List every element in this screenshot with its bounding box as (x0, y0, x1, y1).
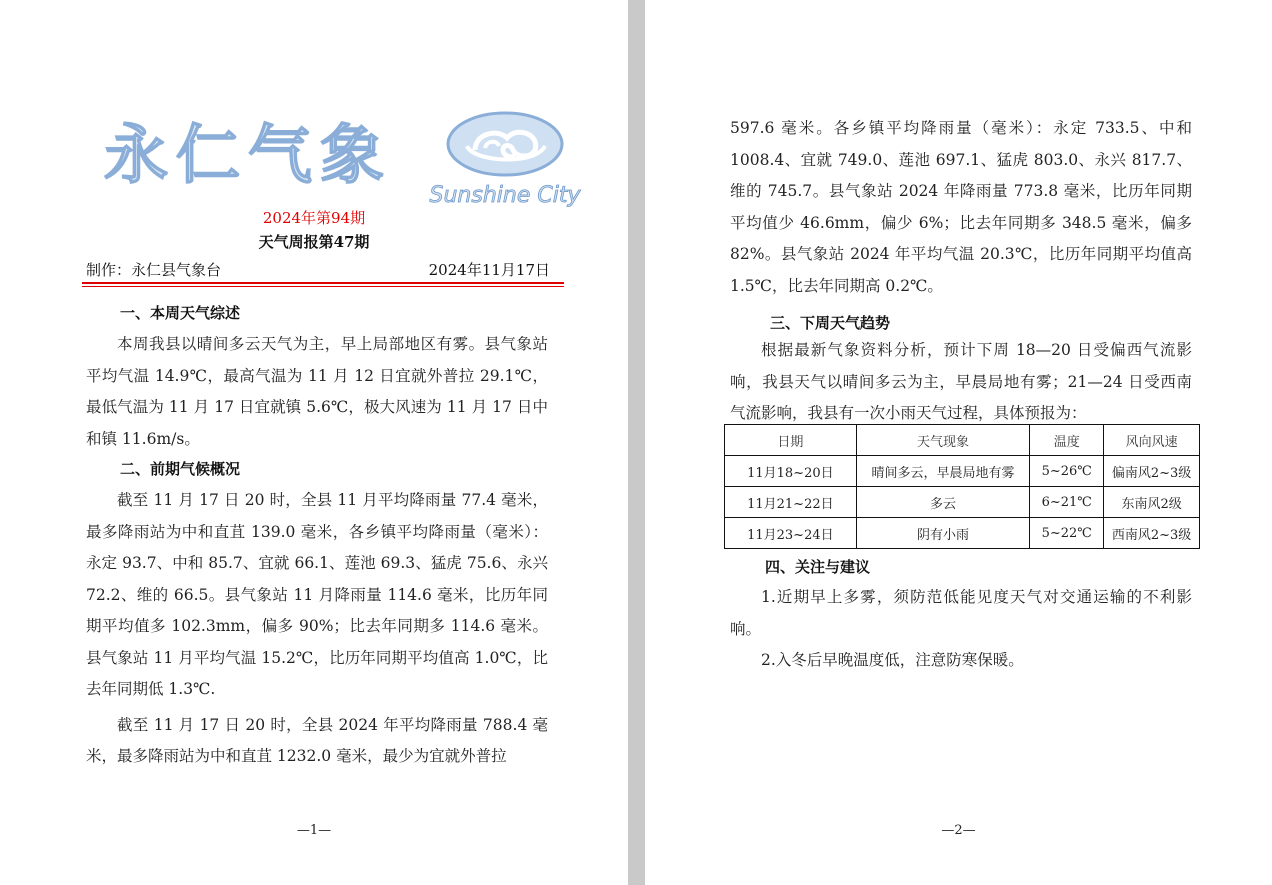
table-cell: 11月21~22日 (725, 487, 857, 518)
table-header-cell: 日期 (725, 425, 857, 456)
section-4-body (730, 582, 1192, 677)
section-3-heading: 三、下周天气趋势 (770, 314, 891, 332)
section-3-paragraph: 根据最新气象资料分析，预计下周 18—20 日受偏西气流影响，我县天气以晴间多云为主，早晨局地有雾；21—24 日受西南气流影响，我县有一次小雨天气过程，具体预报为： (730, 341, 1192, 422)
document-page-2 (645, 0, 1272, 885)
suggestion-item: 1.近期早上多雾，须防范低能见度天气对交通运输的不利影响。 (730, 588, 1192, 638)
section-1-body (86, 329, 548, 455)
section-1-paragraph: 本周我县以晴间多云天气为主，早上局部地区有雾。县气象站平均气温 14.9℃，最高气温为 11 月 12 日宜就外普拉 29.1℃，最低气温为 11 月 17 日宜就镇 5.6℃，极大风速为 11 月 17 日中和镇 11.6m/s。 (86, 335, 548, 448)
table-header-row (725, 425, 1200, 456)
table-row (725, 456, 1200, 487)
section-4-heading: 四、关注与建议 (765, 558, 871, 576)
cloud-emblem-icon (429, 112, 581, 212)
table-cell: 阴有小雨 (856, 518, 1030, 549)
table-header-cell: 天气现象 (856, 425, 1030, 456)
table-header-cell: 风向风速 (1104, 425, 1200, 456)
table-header-cell: 温度 (1030, 425, 1104, 456)
section-2-paragraph-1: 截至 11 月 17 日 20 时，全县 11 月平均降雨量 77.4 毫米，最多降雨站为中和直苴 139.0 毫米，各乡镇平均降雨量（毫米）：永定 93.7、中和 85.7、宜就 66.1、莲池 69.3、猛虎 75.6、永兴 72.2、维的 66.5。县气象站 11 月降雨量 114.6 毫米，比历年同期平均值多 102.3mm，偏多 90%；比去年同期多 114.6 毫米。县气象站 11 月平均气温 15.2℃，比历年同期平均值高 1.0℃，比去年同期低 1.3℃. (86, 491, 548, 698)
section-3-body (730, 335, 1192, 430)
weekly-report-number: 天气周报第47期 (258, 233, 370, 251)
logo-subtitle: Sunshine City (429, 183, 581, 208)
page-number: —2— (941, 823, 976, 838)
table-cell: 西南风2~3级 (1104, 518, 1200, 549)
table-cell: 11月23~24日 (725, 518, 857, 549)
header-divider (82, 282, 564, 284)
suggestion-item: 2.入冬后早晚温度低，注意防寒保暖。 (761, 651, 1024, 669)
producer-line: 制作：永仁县气象台 (86, 261, 222, 279)
forecast-table (724, 424, 1200, 549)
section-2-continuation (730, 113, 1192, 302)
table-cell: 晴间多云，早晨局地有雾 (856, 456, 1030, 487)
table-cell: 5~26℃ (1030, 456, 1104, 487)
table-cell: 东南风2级 (1104, 487, 1200, 518)
section-1-heading: 一、本周天气综述 (120, 304, 241, 322)
publish-date: 2024年11月17日 (428, 261, 550, 279)
document-page-1 (0, 0, 628, 885)
issue-number: 2024年第94期 (262, 209, 366, 227)
section-2-heading: 二、前期气候概况 (120, 460, 241, 478)
table-cell: 11月18~20日 (725, 456, 857, 487)
page-number: —1— (296, 823, 332, 838)
header-divider-thin (82, 286, 564, 287)
logo-title: 永仁气象 (104, 118, 392, 193)
masthead-logo (100, 112, 580, 212)
section-2-body (86, 485, 548, 773)
continuation-paragraph: 597.6 毫米。各乡镇平均降雨量（毫米）：永定 733.5、中和 1008.4、宜就 749.0、莲池 697.1、猛虎 803.0、永兴 817.7、维的 745.7。县气象站 2024 年降雨量 773.8 毫米，比历年同期平均值少 46.6mm，偏少 6%；比去年同期多 348.5 毫米，偏多 82%。县气象站 2024 年平均气温 20.3℃，比历年同期平均值高 1.5℃，比去年同期高 0.2℃。 (730, 119, 1192, 295)
table-row (725, 518, 1200, 549)
table-cell: 5~22℃ (1030, 518, 1104, 549)
table-cell: 多云 (856, 487, 1030, 518)
table-row (725, 487, 1200, 518)
table-cell: 6~21℃ (1030, 487, 1104, 518)
section-2-paragraph-2: 截至 11 月 17 日 20 时，全县 2024 年平均降雨量 788.4 毫米，最多降雨站为中和直苴 1232.0 毫米，最少为宜就外普拉 (86, 715, 548, 765)
table-cell: 偏南风2~3级 (1104, 456, 1200, 487)
